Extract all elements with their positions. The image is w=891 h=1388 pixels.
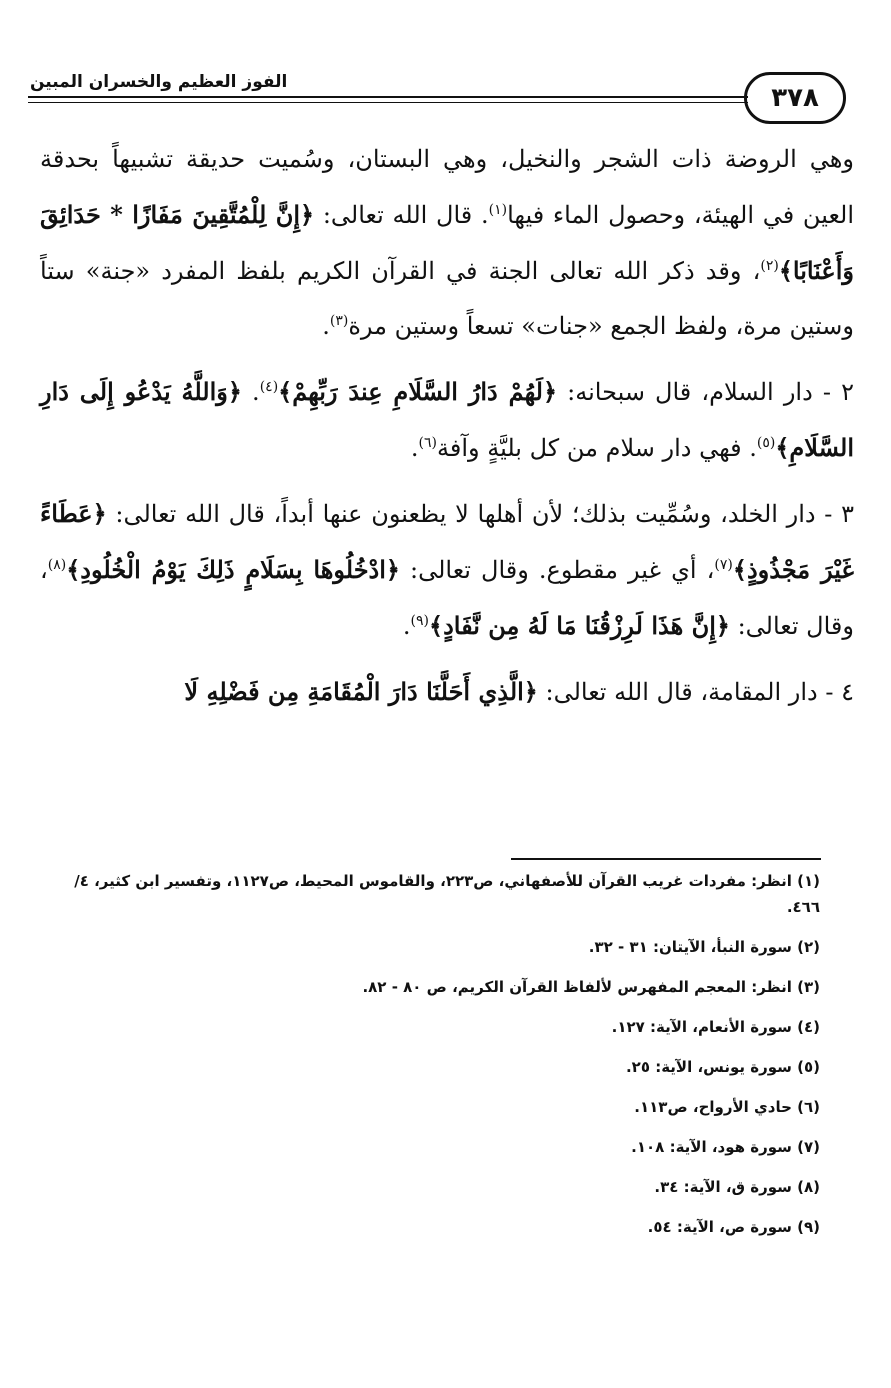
quran-verse: ﴿لَهُمْ دَارُ السَّلَامِ عِندَ رَبِّهِمْ﴾ (278, 377, 558, 406)
text-run: ٢ - دار السلام، قال سبحانه: (557, 378, 855, 406)
text-run: ، وقد ذكر الله تعالى الجنة في القرآن الكريم بلفظ المفرد «جنة» ستاً وستين مرة، ولفظ الجمع «جنات» تسعاً وستين مرة (40, 257, 854, 340)
footnote-reference: (١) (488, 202, 508, 218)
paragraph (40, 664, 854, 720)
footnote: (٨) سورة ق، الآية: ٣٤. (654, 1178, 820, 1196)
footnote-reference: (٢) (760, 258, 779, 274)
text-run: ٤ - دار المقامة، قال الله تعالى: (537, 678, 854, 706)
footnote-reference: (٦) (418, 435, 438, 451)
quran-verse: ﴿إِنَّ هَذَا لَرِزْقُنَا مَا لَهُ مِن نَّفَادٍ﴾ (429, 611, 730, 640)
main-text (40, 132, 854, 730)
footnote-reference: (٤) (259, 379, 279, 395)
header-rule-thin (28, 102, 748, 103)
text-run: . (402, 612, 411, 640)
text-run: ، أي غير مقطوع. وقال تعالى: (399, 556, 715, 584)
footnote: (٢) سورة النبأ، الآيتان: ٣١ - ٣٢. (588, 938, 820, 956)
paragraph (40, 486, 854, 654)
page-header (28, 68, 866, 132)
footnote: (٧) سورة هود، الآية: ١٠٨. (631, 1138, 820, 1156)
footnote: (٦) حادي الأرواح، ص١١٣. (634, 1098, 820, 1116)
text-run: . فهي دار سلام من كل بليَّةٍ وآفة (437, 434, 757, 462)
page-number: ٣٧٨ (744, 72, 846, 124)
footnote: (٥) سورة يونس، الآية: ٢٥. (625, 1058, 820, 1076)
footnote-divider (511, 858, 821, 860)
quran-verse: ﴿إِنَّ لِلْمُتَّقِينَ مَفَازًا * حَدَائِقَ وَأَعْنَابًا﴾ (40, 200, 854, 285)
paragraph (40, 364, 854, 476)
quran-verse: ﴿ادْخُلُوهَا بِسَلَامٍ ذَلِكَ يَوْمُ الْخُلُودِ﴾ (66, 555, 400, 584)
footnote-reference: (٥) (756, 435, 776, 451)
footnote: (٤) سورة الأنعام، الآية: ١٢٧. (611, 1018, 820, 1036)
footnote-reference: (٣) (329, 313, 349, 329)
quran-verse: ﴿عَطَاءً غَيْرَ مَجْذُوذٍ﴾ (40, 499, 854, 584)
footnote-reference: (٨) (47, 557, 67, 573)
text-run: ، وقال تعالى: (40, 556, 854, 640)
footnote-reference: (٧) (714, 557, 733, 573)
paragraph (40, 132, 854, 354)
text-run: ٣ - دار الخلد، وسُمِّيت بذلك؛ لأن أهلها لا يظعنون عنها أبداً، قال الله تعالى: (106, 500, 854, 528)
footnote: (١) انظر: مفردات غريب القرآن للأصفهاني، ص٢٢٣، والقاموس المحيط، ص١١٢٧، وتفسير ابن كثير، ٤/ ٤٦٦. (74, 872, 820, 916)
footnotes (40, 868, 820, 1254)
running-title: الفوز العظيم والخسران المبين (30, 72, 288, 92)
text-run: . (410, 434, 419, 462)
quran-verse: ﴿وَاللَّهُ يَدْعُو إِلَى دَارِ السَّلَامِ﴾ (40, 377, 854, 462)
quran-verse: ﴿الَّذِي أَحَلَّنَا دَارَ الْمُقَامَةِ مِن فَضْلِهِ لَا (184, 677, 538, 706)
footnote-reference: (٩) (410, 613, 430, 629)
text-run: . (241, 378, 260, 406)
footnote: (٣) انظر: المعجم المفهرس لألفاظ القرآن الكريم، ص ٨٠ - ٨٢. (362, 978, 820, 996)
text-run: وهي الروضة ذات الشجر والنخيل، وهي البستان، وسُميت حديقة تشبيهاً بحدقة العين في الهيئة، وحصول الماء فيها (40, 145, 854, 229)
text-run: . قال الله تعالى: (314, 201, 489, 229)
header-rule (28, 96, 748, 98)
text-run: . (322, 312, 330, 340)
footnote: (٩) سورة ص، الآية: ٥٤. (647, 1218, 820, 1236)
